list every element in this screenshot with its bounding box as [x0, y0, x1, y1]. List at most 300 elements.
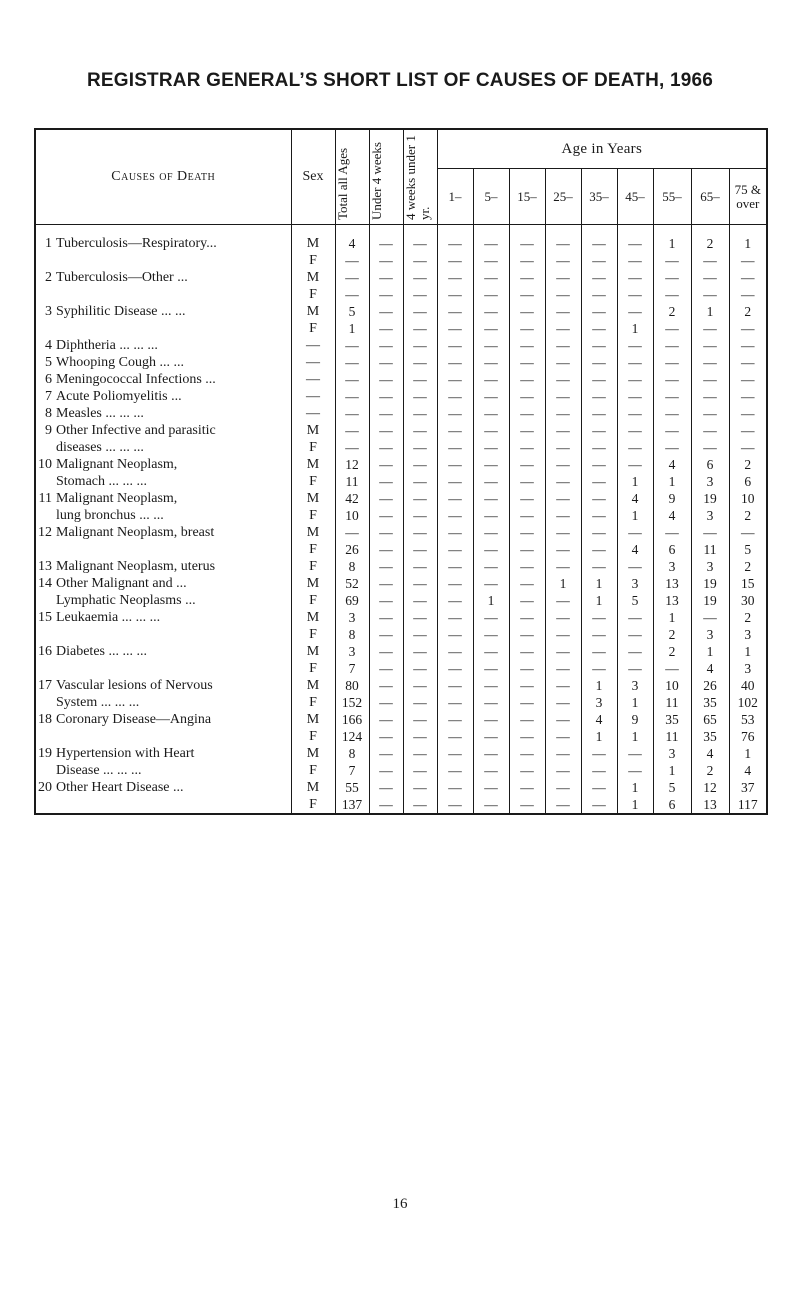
- value-cell: [335, 422, 369, 456]
- cell-value: —: [413, 355, 427, 370]
- table-row: [35, 490, 767, 524]
- value-cell: [617, 677, 653, 711]
- value-cell: [653, 225, 691, 270]
- cell-value: —: [628, 525, 642, 540]
- value-cell: [653, 337, 691, 354]
- value-cell: [617, 575, 653, 609]
- cell-value: —: [628, 389, 642, 404]
- cell-value: —: [520, 491, 534, 506]
- cell-value: —: [413, 406, 427, 421]
- header-age-5: 5–: [473, 169, 509, 225]
- header-age-1: 1–: [437, 169, 473, 225]
- value-cell: [691, 422, 729, 456]
- cause-label: Malignant Neoplasm, breast: [56, 525, 215, 540]
- sex-value: M: [306, 304, 320, 319]
- value-cell: [729, 745, 767, 779]
- cell-value: —: [345, 287, 359, 302]
- value-cell: [437, 303, 473, 337]
- cell-value: 1: [706, 644, 714, 659]
- cause-line: [36, 643, 291, 660]
- value-cell: [509, 711, 545, 745]
- cell-value: —: [484, 270, 498, 285]
- cause-cell: [35, 745, 291, 779]
- header-age-35: 35–: [581, 169, 617, 225]
- value-cell: [617, 337, 653, 354]
- sex-value: F: [309, 559, 317, 574]
- value-cell: [403, 609, 437, 643]
- cell-value: —: [520, 576, 534, 591]
- cell-value: —: [379, 644, 393, 659]
- header-4-weeks-under-1yr: 4 weeks under 1 yr.: [403, 129, 437, 225]
- value-cell: [473, 354, 509, 371]
- table-row: [35, 524, 767, 558]
- value-cell: [403, 225, 437, 270]
- cell-value: —: [484, 610, 498, 625]
- cell-value: 11: [703, 542, 717, 557]
- value-cell: [509, 388, 545, 405]
- value-cell: [653, 422, 691, 456]
- cell-value: 1: [668, 610, 676, 625]
- cell-value: —: [448, 525, 462, 540]
- value-cell: [473, 422, 509, 456]
- value-cell: [545, 575, 581, 609]
- value-cell: [403, 711, 437, 745]
- value-cell: [473, 575, 509, 609]
- cell-value: —: [379, 593, 393, 608]
- table-row: [35, 225, 767, 270]
- cell-value: —: [628, 644, 642, 659]
- cause-line: [36, 575, 291, 592]
- cell-value: —: [484, 576, 498, 591]
- table-row: [35, 745, 767, 779]
- cell-value: —: [484, 389, 498, 404]
- value-cell: [437, 524, 473, 558]
- cause-cell: [35, 225, 291, 270]
- value-cell: [653, 711, 691, 745]
- value-cell: [403, 745, 437, 779]
- cell-value: —: [448, 627, 462, 642]
- cell-value: —: [448, 253, 462, 268]
- cell-value: 102: [737, 695, 758, 710]
- cell-value: 76: [741, 729, 755, 744]
- table-row: [35, 558, 767, 575]
- cell-value: —: [520, 321, 534, 336]
- value-cell: [473, 371, 509, 388]
- cell-value: —: [484, 525, 498, 540]
- value-cell: [335, 337, 369, 354]
- value-cell: [403, 269, 437, 303]
- value-cell: [729, 558, 767, 575]
- cell-value: 3: [668, 746, 676, 761]
- cell-value: —: [592, 338, 606, 353]
- cell-value: —: [448, 355, 462, 370]
- cell-value: —: [448, 780, 462, 795]
- value-cell: [617, 456, 653, 490]
- value-cell: [369, 388, 403, 405]
- value-cell: [729, 388, 767, 405]
- cause-cell: [35, 609, 291, 643]
- value-cell: [581, 575, 617, 609]
- value-cell: [617, 779, 653, 814]
- cell-value: 3: [706, 508, 714, 523]
- cell-value: —: [520, 542, 534, 557]
- sex-cell: [291, 677, 335, 711]
- cell-value: 6: [668, 797, 676, 812]
- cell-value: —: [413, 423, 427, 438]
- cell-value: —: [520, 627, 534, 642]
- cause-cell: [35, 643, 291, 677]
- sex-cell: [291, 456, 335, 490]
- cell-value: —: [556, 746, 570, 761]
- cell-value: 4: [595, 712, 603, 727]
- value-cell: [581, 388, 617, 405]
- value-cell: [729, 354, 767, 371]
- cause-line: [36, 609, 291, 626]
- cell-value: —: [413, 440, 427, 455]
- cell-value: 80: [345, 678, 359, 693]
- value-cell: [369, 609, 403, 643]
- cell-value: —: [413, 372, 427, 387]
- value-cell: [473, 524, 509, 558]
- value-cell: [653, 371, 691, 388]
- cell-value: —: [665, 406, 679, 421]
- cell-value: —: [448, 236, 462, 251]
- cell-value: 5: [668, 780, 676, 795]
- value-cell: [335, 405, 369, 422]
- cause-line: [36, 303, 291, 320]
- cell-value: —: [741, 423, 755, 438]
- cause-label: Coronary Disease—Angina: [56, 712, 212, 727]
- sex-cell: [291, 225, 335, 270]
- cell-value: —: [484, 253, 498, 268]
- cell-value: —: [556, 406, 570, 421]
- cell-value: 3: [348, 644, 356, 659]
- value-cell: [369, 779, 403, 814]
- cell-value: —: [556, 440, 570, 455]
- value-cell: [617, 303, 653, 337]
- table-row: [35, 422, 767, 456]
- cause-label: Diphtheria ... ... ...: [56, 338, 158, 353]
- value-cell: [473, 490, 509, 524]
- sex-cell: [291, 558, 335, 575]
- value-cell: [653, 456, 691, 490]
- value-cell: [369, 354, 403, 371]
- sex-value: M: [306, 746, 320, 761]
- cause-line: [36, 337, 291, 354]
- cell-value: —: [665, 270, 679, 285]
- cell-value: —: [484, 457, 498, 472]
- cell-value: —: [703, 525, 717, 540]
- cell-value: —: [448, 644, 462, 659]
- cell-value: 26: [703, 678, 717, 693]
- value-cell: [403, 779, 437, 814]
- value-cell: [473, 303, 509, 337]
- cell-value: —: [556, 457, 570, 472]
- sex-value: F: [309, 627, 317, 642]
- cell-value: —: [556, 661, 570, 676]
- sex-value: —: [306, 355, 320, 370]
- value-cell: [473, 711, 509, 745]
- cell-value: —: [379, 678, 393, 693]
- cause-label: Vascular lesions of Nervous: [56, 678, 213, 693]
- table-row: [35, 405, 767, 422]
- cause-number: 5: [45, 355, 52, 370]
- value-cell: [691, 779, 729, 814]
- value-cell: [617, 558, 653, 575]
- cell-value: —: [448, 678, 462, 693]
- value-cell: [729, 269, 767, 303]
- cell-value: —: [413, 287, 427, 302]
- value-cell: [509, 575, 545, 609]
- value-cell: [403, 643, 437, 677]
- cell-value: 11: [345, 474, 359, 489]
- cell-value: —: [628, 287, 642, 302]
- value-cell: [437, 405, 473, 422]
- value-cell: [403, 303, 437, 337]
- cell-value: 8: [348, 627, 356, 642]
- sex-cell: [291, 354, 335, 371]
- cell-value: —: [484, 287, 498, 302]
- cell-value: —: [379, 525, 393, 540]
- value-cell: [581, 422, 617, 456]
- value-cell: [581, 225, 617, 270]
- cell-value: —: [413, 695, 427, 710]
- sex-cell: [291, 745, 335, 779]
- cell-value: 4: [631, 491, 639, 506]
- cell-value: —: [379, 389, 393, 404]
- cell-value: —: [520, 304, 534, 319]
- value-cell: [617, 745, 653, 779]
- cell-value: —: [413, 474, 427, 489]
- cell-value: —: [413, 525, 427, 540]
- cell-value: —: [379, 797, 393, 812]
- cause-number: 3: [45, 304, 52, 319]
- cell-value: 1: [668, 236, 676, 251]
- cell-value: —: [484, 474, 498, 489]
- cell-value: —: [592, 287, 606, 302]
- value-cell: [473, 558, 509, 575]
- sex-value: F: [309, 661, 317, 676]
- value-cell: [437, 337, 473, 354]
- value-cell: [653, 269, 691, 303]
- cell-value: —: [520, 593, 534, 608]
- value-cell: [473, 643, 509, 677]
- value-cell: [545, 490, 581, 524]
- cell-value: —: [741, 525, 755, 540]
- value-cell: [545, 303, 581, 337]
- cell-value: 19: [703, 576, 717, 591]
- cause-label: Hypertension with Heart: [56, 746, 195, 761]
- cell-value: —: [448, 542, 462, 557]
- value-cell: [473, 269, 509, 303]
- cell-value: 3: [706, 627, 714, 642]
- cell-value: —: [556, 729, 570, 744]
- cell-value: —: [484, 644, 498, 659]
- value-cell: [581, 643, 617, 677]
- cell-value: 65: [703, 712, 717, 727]
- cell-value: —: [379, 287, 393, 302]
- cell-value: —: [592, 389, 606, 404]
- cell-value: —: [379, 423, 393, 438]
- cause-line-continued: [36, 439, 291, 456]
- cell-value: —: [592, 542, 606, 557]
- cell-value: —: [448, 287, 462, 302]
- cell-value: —: [741, 321, 755, 336]
- value-cell: [369, 575, 403, 609]
- cause-label: Stomach ... ... ...: [56, 474, 147, 489]
- cell-value: —: [665, 321, 679, 336]
- value-cell: [691, 337, 729, 354]
- cell-value: 1: [744, 236, 752, 251]
- cell-value: —: [379, 236, 393, 251]
- cell-value: —: [520, 797, 534, 812]
- cell-value: —: [520, 423, 534, 438]
- cell-value: —: [592, 355, 606, 370]
- cell-value: 15: [741, 576, 755, 591]
- cell-value: 7: [348, 763, 356, 778]
- cell-value: 53: [741, 712, 755, 727]
- cause-number: 19: [38, 746, 52, 761]
- cell-value: 1: [631, 508, 639, 523]
- cell-value: —: [484, 746, 498, 761]
- cell-value: —: [448, 508, 462, 523]
- cell-value: —: [741, 270, 755, 285]
- cell-value: —: [379, 304, 393, 319]
- cell-value: —: [520, 610, 534, 625]
- cell-value: 2: [744, 457, 752, 472]
- cell-value: —: [520, 661, 534, 676]
- cell-value: —: [484, 695, 498, 710]
- cause-number: 18: [38, 712, 52, 727]
- value-cell: [403, 405, 437, 422]
- cell-value: —: [628, 661, 642, 676]
- cell-value: 4: [744, 763, 752, 778]
- cell-value: 52: [345, 576, 359, 591]
- cell-value: 26: [345, 542, 359, 557]
- value-cell: [437, 711, 473, 745]
- cell-value: —: [379, 627, 393, 642]
- cell-value: —: [413, 542, 427, 557]
- value-cell: [473, 745, 509, 779]
- cell-value: —: [556, 678, 570, 693]
- cell-value: 1: [706, 304, 714, 319]
- cell-value: 5: [631, 593, 639, 608]
- sex-value: M: [306, 644, 320, 659]
- table-row: [35, 677, 767, 711]
- value-cell: [653, 524, 691, 558]
- cell-value: —: [556, 508, 570, 523]
- cell-value: —: [556, 763, 570, 778]
- cell-value: 10: [741, 491, 755, 506]
- value-cell: [617, 490, 653, 524]
- cell-value: —: [628, 372, 642, 387]
- cell-value: 55: [345, 780, 359, 795]
- value-cell: [335, 303, 369, 337]
- cell-value: —: [413, 661, 427, 676]
- value-cell: [545, 388, 581, 405]
- value-cell: [545, 405, 581, 422]
- cell-value: 1: [668, 474, 676, 489]
- sex-value: F: [309, 593, 317, 608]
- cell-value: 1: [631, 797, 639, 812]
- cell-value: 37: [741, 780, 755, 795]
- value-cell: [509, 225, 545, 270]
- cause-label: Other Heart Disease ...: [56, 780, 184, 795]
- value-cell: [437, 354, 473, 371]
- cell-value: —: [665, 661, 679, 676]
- cell-value: —: [520, 406, 534, 421]
- sex-value: M: [306, 525, 320, 540]
- cause-number: 2: [45, 270, 52, 285]
- cell-value: —: [448, 729, 462, 744]
- value-cell: [509, 337, 545, 354]
- value-cell: [581, 456, 617, 490]
- cell-value: —: [703, 253, 717, 268]
- cell-value: —: [448, 695, 462, 710]
- value-cell: [653, 609, 691, 643]
- cell-value: —: [484, 423, 498, 438]
- cell-value: —: [703, 440, 717, 455]
- cause-line: [36, 779, 291, 796]
- cause-label: Syphilitic Disease ... ...: [56, 304, 186, 319]
- sex-value: F: [309, 440, 317, 455]
- value-cell: [617, 354, 653, 371]
- value-cell: [335, 558, 369, 575]
- value-cell: [369, 711, 403, 745]
- cell-value: —: [379, 763, 393, 778]
- cell-value: 13: [665, 576, 679, 591]
- cell-value: —: [413, 712, 427, 727]
- sex-value: F: [309, 287, 317, 302]
- value-cell: [545, 354, 581, 371]
- value-cell: [691, 371, 729, 388]
- value-cell: [335, 371, 369, 388]
- value-cell: [545, 643, 581, 677]
- value-cell: [729, 225, 767, 270]
- table-row: [35, 354, 767, 371]
- value-cell: [369, 269, 403, 303]
- cell-value: —: [448, 338, 462, 353]
- cell-value: 1: [744, 644, 752, 659]
- cell-value: —: [448, 610, 462, 625]
- cell-value: —: [413, 627, 427, 642]
- cell-value: 35: [665, 712, 679, 727]
- value-cell: [581, 303, 617, 337]
- cell-value: —: [592, 270, 606, 285]
- cell-value: 12: [703, 780, 717, 795]
- cell-value: —: [592, 457, 606, 472]
- value-cell: [729, 422, 767, 456]
- cell-value: —: [345, 406, 359, 421]
- cell-value: —: [592, 321, 606, 336]
- cell-value: 3: [631, 678, 639, 693]
- cause-cell: [35, 371, 291, 388]
- cell-value: 35: [703, 695, 717, 710]
- cell-value: —: [379, 712, 393, 727]
- cell-value: —: [628, 253, 642, 268]
- cell-value: —: [484, 372, 498, 387]
- cell-value: —: [592, 763, 606, 778]
- cell-value: —: [484, 797, 498, 812]
- value-cell: [545, 456, 581, 490]
- value-cell: [729, 524, 767, 558]
- value-cell: [437, 225, 473, 270]
- cell-value: —: [703, 338, 717, 353]
- cause-label: Other Infective and parasitic: [56, 423, 216, 438]
- value-cell: [369, 745, 403, 779]
- causes-of-death-table: [34, 128, 768, 815]
- cell-value: —: [628, 457, 642, 472]
